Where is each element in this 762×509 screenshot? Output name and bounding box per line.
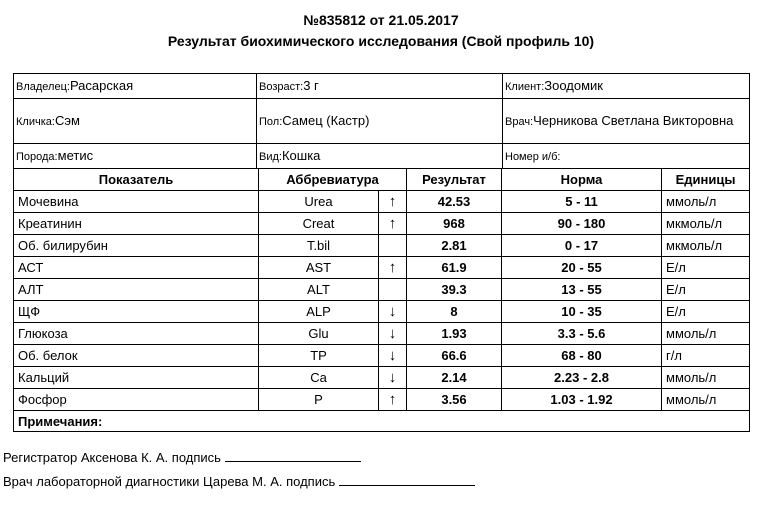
indicator-name: Креатинин: [14, 213, 259, 235]
norm-range: 90 - 180: [502, 213, 662, 235]
trend-arrow-icon: ↓: [379, 367, 407, 389]
header-indicator: Показатель: [14, 169, 259, 191]
owner-label: Владелец:: [16, 81, 70, 93]
unit: ммоль/л: [662, 323, 750, 345]
norm-range: 3.3 - 5.6: [502, 323, 662, 345]
abbreviation: Urea: [259, 191, 379, 213]
indicator-name: Глюкоза: [14, 323, 259, 345]
table-row: [14, 257, 750, 279]
norm-range: 2.23 - 2.8: [502, 367, 662, 389]
abbreviation: Ca: [259, 367, 379, 389]
result-value: 3.56: [407, 389, 502, 411]
client-label: Клиент:: [505, 81, 545, 93]
trend-arrow-icon: ↑: [379, 257, 407, 279]
table-row: [14, 345, 750, 367]
result-value: 8: [407, 301, 502, 323]
trend-arrow-icon: [379, 279, 407, 301]
doctor-value: Черникова Светлана Викторовна: [533, 112, 734, 128]
abbreviation: P: [259, 389, 379, 411]
header-norm: Норма: [502, 169, 662, 191]
table-row: [14, 191, 750, 213]
registrar-signature-line: [225, 449, 361, 462]
header-result: Результат: [407, 169, 502, 191]
trend-arrow-icon: ↑: [379, 389, 407, 411]
table-row: [14, 235, 750, 257]
norm-range: 5 - 11: [502, 191, 662, 213]
table-row: [14, 389, 750, 411]
unit: ммоль/л: [662, 389, 750, 411]
abbreviation: Creat: [259, 213, 379, 235]
table-row: [14, 367, 750, 389]
trend-arrow-icon: ↓: [379, 323, 407, 345]
report-subtitle: Результат биохимического исследования (Свой профиль 10): [167, 33, 595, 49]
client-cell: [503, 74, 750, 99]
result-value: 968: [407, 213, 502, 235]
trend-arrow-icon: ↑: [379, 191, 407, 213]
indicator-name: ЩФ: [14, 301, 259, 323]
nickname-label: Кличка:: [16, 116, 55, 128]
results-table: [13, 168, 750, 432]
indicator-name: Об. белок: [14, 345, 259, 367]
result-value: 42.53: [407, 191, 502, 213]
unit: г/л: [662, 345, 750, 367]
info-row: [14, 144, 750, 169]
header-units: Единицы: [662, 169, 750, 191]
abbreviation: TP: [259, 345, 379, 367]
trend-arrow-icon: ↑: [379, 213, 407, 235]
notes-row: [14, 411, 750, 432]
breed-cell: [14, 144, 257, 169]
unit: ммоль/л: [662, 191, 750, 213]
info-row: [14, 74, 750, 99]
unit: мкмоль/л: [662, 213, 750, 235]
table-row: [14, 213, 750, 235]
result-value: 2.81: [407, 235, 502, 257]
result-value: 66.6: [407, 345, 502, 367]
norm-range: 0 - 17: [502, 235, 662, 257]
species-value: Кошка: [281, 148, 321, 163]
nickname-cell: [14, 99, 257, 144]
doctor-signature: [3, 473, 475, 489]
trend-arrow-icon: [379, 235, 407, 257]
notes-label: Примечания:: [14, 411, 750, 432]
nickname-value: Сэм: [54, 113, 80, 128]
indicator-name: АСТ: [14, 257, 259, 279]
unit: Е/л: [662, 301, 750, 323]
norm-range: 13 - 55: [502, 279, 662, 301]
registrar-signature-text: Регистратор Аксенова К. А. подпись: [3, 450, 221, 465]
abbreviation: ALT: [259, 279, 379, 301]
doctor-label: Врач:: [505, 115, 534, 128]
owner-cell: [14, 74, 257, 99]
indicator-name: Об. билирубин: [14, 235, 259, 257]
norm-range: 20 - 55: [502, 257, 662, 279]
sex-value: Самец (Кастр): [282, 113, 370, 128]
info-row: [14, 99, 750, 144]
indicator-name: Кальций: [14, 367, 259, 389]
norm-range: 68 - 80: [502, 345, 662, 367]
table-row: [14, 279, 750, 301]
breed-label: Порода:: [16, 151, 58, 163]
norm-range: 10 - 35: [502, 301, 662, 323]
unit: ммоль/л: [662, 367, 750, 389]
case-number-label: Номер и/б:: [505, 151, 561, 163]
client-value: Зоодомик: [544, 78, 603, 93]
table-row: [14, 323, 750, 345]
case-number-cell: [503, 144, 750, 169]
indicator-name: Мочевина: [14, 191, 259, 213]
indicator-name: АЛТ: [14, 279, 259, 301]
sex-cell: [257, 99, 503, 144]
abbreviation: AST: [259, 257, 379, 279]
result-value: 2.14: [407, 367, 502, 389]
table-row: [14, 301, 750, 323]
abbreviation: T.bil: [259, 235, 379, 257]
norm-range: 1.03 - 1.92: [502, 389, 662, 411]
trend-arrow-icon: ↓: [379, 301, 407, 323]
unit: мкмоль/л: [662, 235, 750, 257]
doctor-cell: [503, 99, 750, 144]
registrar-signature: [3, 449, 361, 465]
abbreviation: Glu: [259, 323, 379, 345]
age-cell: [257, 74, 503, 99]
age-value: 3 г: [303, 78, 319, 93]
species-cell: [257, 144, 503, 169]
result-value: 61.9: [407, 257, 502, 279]
header-abbreviation: Аббревиатура: [259, 169, 407, 191]
unit: Е/л: [662, 257, 750, 279]
report-title: №835812 от 21.05.2017: [303, 12, 459, 28]
result-value: 1.93: [407, 323, 502, 345]
breed-value: метис: [57, 148, 94, 163]
unit: Е/л: [662, 279, 750, 301]
patient-info-table: [13, 73, 750, 169]
age-label: Возраст:: [259, 81, 304, 93]
doctor-signature-line: [339, 473, 475, 486]
owner-value: Расарская: [69, 78, 134, 93]
sex-label: Пол:: [259, 116, 283, 128]
species-label: Вид:: [259, 151, 282, 163]
trend-arrow-icon: ↓: [379, 345, 407, 367]
indicator-name: Фосфор: [14, 389, 259, 411]
results-header-row: [14, 169, 750, 191]
abbreviation: ALP: [259, 301, 379, 323]
result-value: 39.3: [407, 279, 502, 301]
doctor-signature-text: Врач лабораторной диагностики Царева М. А. подпись: [3, 474, 336, 489]
